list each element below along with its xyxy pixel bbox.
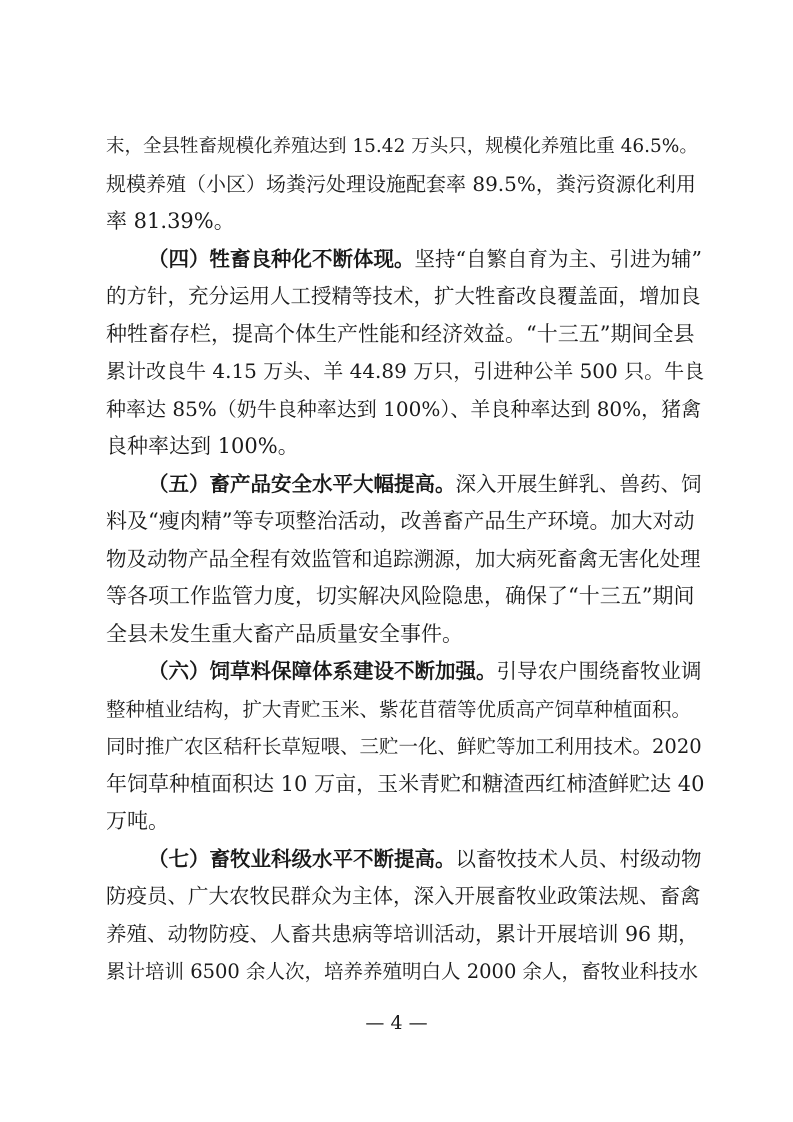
section-heading: （六）饲草料保障体系建设不断加强。 [148, 659, 497, 683]
paragraph-text: 万吨。 [106, 809, 169, 833]
paragraph-text: 全县未发生重大畜产品质量安全事件。 [106, 621, 463, 646]
text-line [106, 766, 704, 804]
paragraph-text: 末，全县牲畜规模化养殖达到 15.42 万头只，规模化养殖比重 46.5%。 [106, 136, 698, 157]
paragraph-text: 坚持“自繁自育为主、引进为辅” [414, 246, 702, 271]
text-line [106, 541, 704, 579]
text-line [106, 653, 704, 691]
text-line [106, 316, 704, 354]
paragraph-text: 物及动物产品全程有效监管和追踪溯源，加大病死畜禽无害化处理 [106, 546, 701, 571]
paragraph-text: 养殖、动物防疫、人畜共患病等培训活动，累计开展培训 96 期， [106, 921, 699, 946]
paragraph-text: 种牲畜存栏，提高个体生产性能和经济效益。“十三五”期间全县 [106, 321, 695, 346]
paragraph-text: 年饲草种植面积达 10 万亩，玉米青贮和糖渣西红柿渣鲜贮达 40 [106, 771, 705, 796]
paragraph-text: 料及“瘦肉精”等专项整治活动，改善畜产品生产环境。加大对动 [106, 509, 695, 533]
text-line [106, 578, 704, 616]
paragraph-text: 种率达 85%（奶牛良种率达到 100%）、羊良种率达到 80%，猪禽 [106, 396, 702, 421]
paragraph-text: 累计改良牛 4.15 万头、羊 44.89 万只，引进种公羊 500 只。牛良 [106, 359, 705, 383]
text-line [106, 728, 704, 766]
text-line [106, 953, 704, 991]
section-heading: （五）畜产品安全水平大幅提高。 [148, 471, 456, 496]
text-line [106, 166, 704, 204]
section-heading: （四）牲畜良种化不断体现。 [148, 246, 415, 271]
section-heading: （七）畜牧业科级水平不断提高。 [148, 846, 456, 871]
text-line [106, 353, 704, 391]
paragraph-text: 等各项工作监管力度，切实解决风险隐患，确保了“十三五”期间 [106, 584, 695, 608]
paragraph-text: 累计培训 6500 余人次，培养养殖明白人 2000 余人，畜牧业科技水 [106, 960, 699, 983]
text-line [106, 803, 704, 841]
text-line [106, 428, 704, 466]
text-line [106, 503, 704, 541]
text-line [106, 691, 704, 729]
text-line [106, 841, 704, 879]
text-line [106, 203, 704, 241]
text-line [106, 878, 704, 916]
page-number: — 4 — [365, 1012, 428, 1034]
body-text [106, 128, 704, 991]
text-line [106, 916, 704, 954]
paragraph-text: 率 81.39%。 [106, 209, 235, 233]
text-line [106, 616, 704, 654]
paragraph-text: 防疫员、广大农牧民群众为主体，深入开展畜牧业政策法规、畜禽 [106, 884, 701, 908]
paragraph-text: 规模养殖（小区）场粪污处理设施配套率 89.5%，粪污资源化利用 [106, 171, 696, 196]
paragraph-text: 引导农户围绕畜牧业调 [496, 659, 702, 683]
text-line [106, 391, 704, 429]
text-line [106, 241, 704, 279]
paragraph-text: 良种率达到 100%。 [106, 434, 299, 458]
text-line [106, 466, 704, 504]
text-line [106, 278, 704, 316]
text-line [106, 128, 704, 166]
paragraph-text: 整种植业结构，扩大青贮玉米、紫花苜蓿等优质高产饲草种植面积。 [106, 697, 692, 721]
paragraph-text: 的方针，充分运用人工授精等技术，扩大牲畜改良覆盖面，增加良 [106, 284, 701, 308]
paragraph-text: 深入开展生鲜乳、兽药、饲 [455, 471, 702, 496]
paragraph-text: 同时推广农区秸秆长草短喂、三贮一化、鲜贮等加工利用技术。2020 [106, 735, 702, 758]
paragraph-text: 以畜牧技术人员、村级动物 [455, 846, 702, 871]
